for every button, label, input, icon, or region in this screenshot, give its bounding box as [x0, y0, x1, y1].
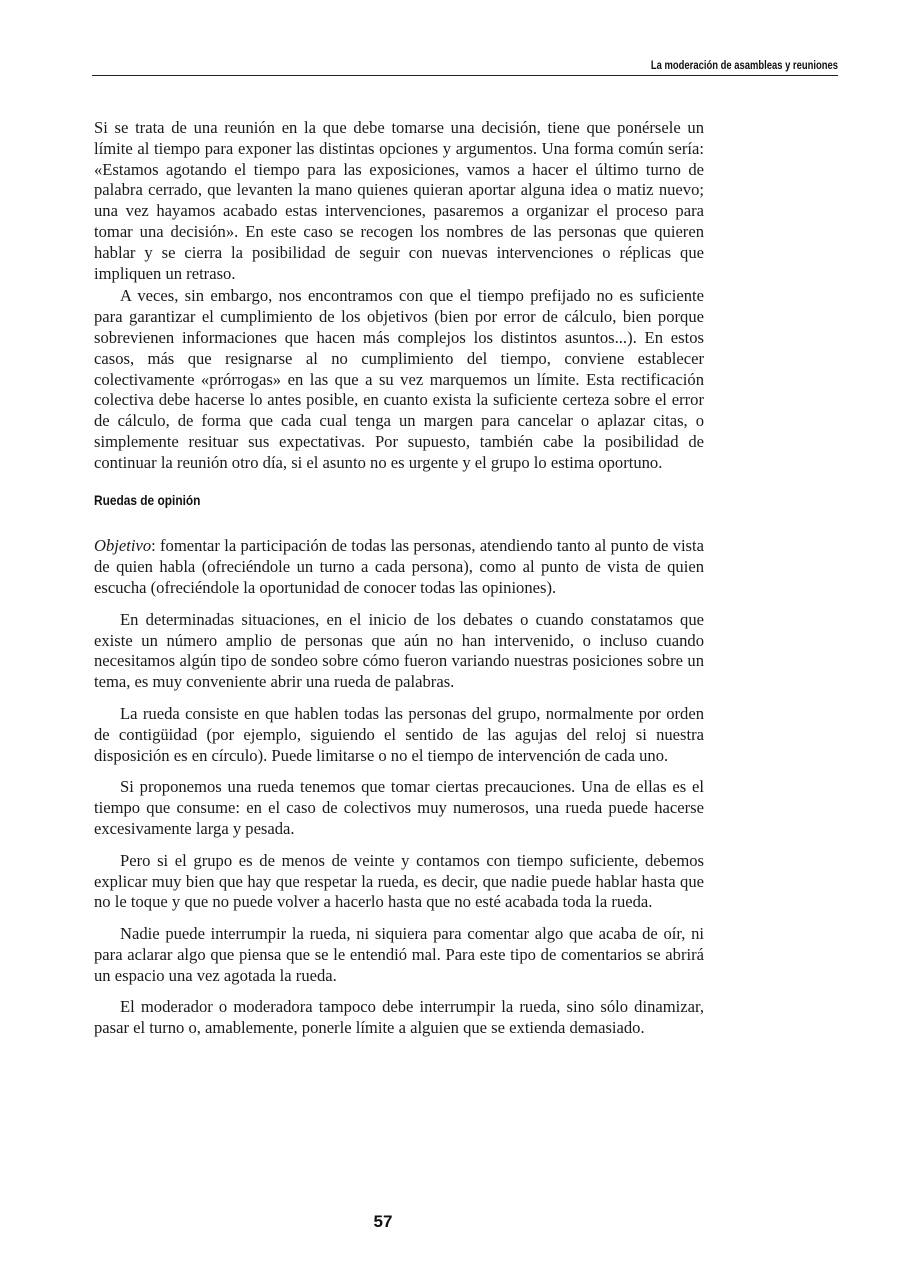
- paragraph: La rueda consiste en que hablen todas las personas del grupo, normalmente por orden de contigüidad (por ejemplo, siguiendo el sentido de las agujas del reloj si nuestra disposición es en círculo). Puede limitarse o no el tiempo de intervención de cada uno.: [94, 703, 704, 765]
- objective-paragraph: [94, 536, 704, 598]
- section-heading: Ruedas de opinión: [94, 491, 201, 508]
- paragraph: El moderador o moderadora tampoco debe interrumpir la rueda, sino sólo dinamizar, pasar el turno o, amablemente, ponerle límite a alguien que se extienda demasiado.: [94, 997, 704, 1038]
- paragraph: Pero si el grupo es de menos de veinte y contamos con tiempo suficiente, debemos explicar muy bien que hay que respetar la rueda, es decir, que nadie puede hablar hasta que no le toque y que no puede volver a hacerlo hasta que no esté acabada toda la rueda.: [94, 850, 704, 912]
- running-header: La moderación de asambleas y reuniones: [650, 60, 838, 72]
- paragraph: En determinadas situaciones, en el inicio de los debates o cuando constatamos que existe un número amplio de personas que aún no han intervenido, o incluso cuando necesitamos algún tipo de sondeo sobre cómo fueron variando nuestras posiciones sobre un tema, es muy conveniente abrir una rueda de palabras.: [94, 609, 704, 692]
- objective-label: Objetivo: [94, 536, 152, 556]
- paragraph: Nadie puede interrumpir la rueda, ni siquiera para comentar algo que acaba de oír, ni para aclarar algo que piensa que se le entendió mal. Para este tipo de comentarios se abrirá un espacio una vez agotada la rueda.: [94, 924, 704, 985]
- paragraph: Si se trata de una reunión en la que debe tomarse una decisión, tiene que ponérsele un límite al tiempo para exponer las distintas opciones y argumentos. Una forma común sería: «Estamos agotando el tiempo para las exposiciones, vamos a hacer el último turno de palabra cerrado, que levanten la mano quienes quieran aportar alguna idea o matiz nuevo; una vez hayamos acabado estas intervenciones, pasaremos a organizar el proceso para tomar una decisión». En este caso se recogen los nombres de las personas que quieren hablar y se cierra la posibilidad de seguir con nuevas intervenciones o réplicas que impliquen un retraso.: [94, 118, 704, 283]
- body-text: [94, 118, 704, 1039]
- header-rule: [92, 75, 838, 76]
- page-number: 57: [373, 1212, 393, 1231]
- paragraph: A veces, sin embargo, nos encontramos con que el tiempo prefijado no es suficiente para garantizar el cumplimiento de los objetivos (bien por error de cálculo, bien porque sobrevienen informaciones que hacen más complejos los distintos asuntos...). En estos casos, más que resignarse al no cumplimiento del tiempo, conviene establecer colectivamente «prórrogas» en las que a su vez marquemos un límite. Esta rectificación colectiva debe hacerse lo antes posible, en cuanto exista la suficiente certeza sobre el error de cálculo, de forma que cada cual tenga un margen para cancelar o aplazar citas, o simplemente resituar sus expectativas. Por supuesto, también cabe la posibilidad de continuar la reunión otro día, si el asunto no es urgente y el grupo lo estima oportuno.: [94, 286, 704, 472]
- paragraph: Si proponemos una rueda tenemos que tomar ciertas precauciones. Una de ellas es el tiempo que consume: en el caso de colectivos muy numerosos, una rueda puede hacerse excesivamente larga y pesada.: [94, 777, 704, 838]
- objective-text: : fomentar la participación de todas las personas, atendiendo tanto al punto de vista de quien habla (ofreciéndole un turno a cada persona), como al punto de vista de quien escucha (ofreciéndole la oportunidad de conocer todas las opiniones).: [94, 536, 704, 597]
